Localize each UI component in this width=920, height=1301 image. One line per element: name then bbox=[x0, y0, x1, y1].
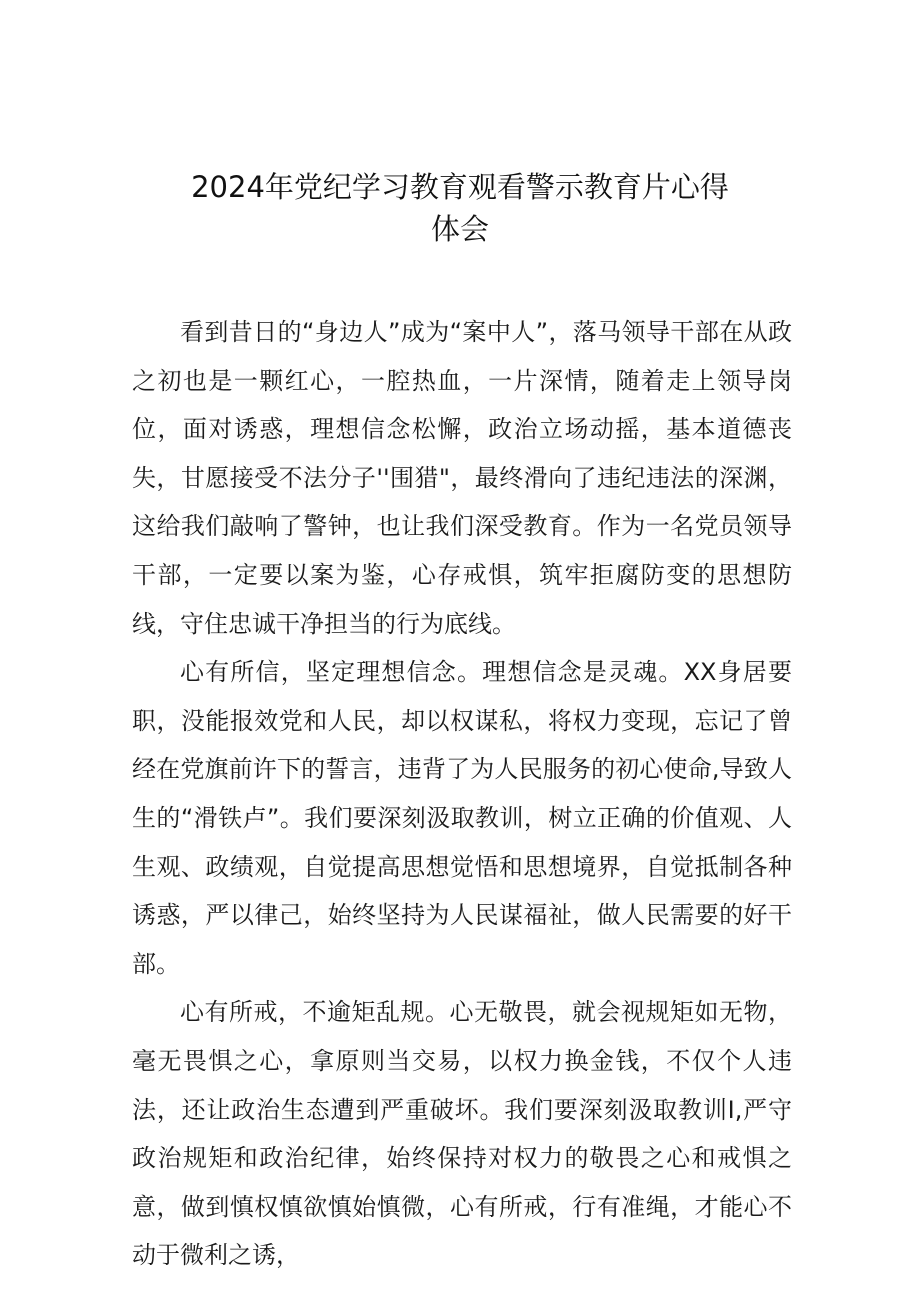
document-body bbox=[132, 308, 792, 1280]
paragraph-belief: 心有所信，坚定理想信念。理想信念是灵魂。XX身居要职，没能报效党和人民，却以权谋私，将权力变现，忘记了曾经在党旗前许下的誓言，违背了为人民服务的初心使命,导致人生的“滑铁卢”。我们要深刻汲取教训，树立正确的价值观、人生观、政绩观，自觉提高思想觉悟和思想境界，自觉抵制各种诱惑，严以律己，始终坚持为人民谋福祉，做人民需要的好干部。 bbox=[132, 658, 792, 978]
title-line-2: 体会 bbox=[430, 212, 489, 246]
title-line-1: 2024年党纪学习教育观看警示教育片心得 bbox=[191, 170, 729, 204]
paragraph-discipline: 心有所戒，不逾矩乱规。心无敬畏，就会视规矩如无物，毫无畏惧之心，拿原则当交易，以权力换金钱，不仅个人违法，还让政治生态遭到严重破坏。我们要深刻汲取教训I,严守政治规矩和政治纪律，始终保持对权力的敬畏之心和戒惧之意，做到慎权慎欲慎始慎微，心有所戒，行有准绳，才能心不动于微利之诱， bbox=[132, 998, 792, 1270]
paragraph-intro: 看到昔日的“身边人”成为“案中人”，落马领导干部在从政之初也是一颗红心，一腔热血，一片深情，随着走上领导岗位，面对诱惑，理想信念松懈，政治立场动摇，基本道德丧失，甘愿接受不法分子''围猎"，最终滑向了违纪违法的深渊，这给我们敲响了警钟，也让我们深受教育。作为一名党员领导干部，一定要以案为鉴，心存戒惧，筑牢拒腐防变的思想防线，守住忠诚干净担当的行为底线。 bbox=[132, 318, 792, 638]
document-title bbox=[130, 166, 790, 250]
